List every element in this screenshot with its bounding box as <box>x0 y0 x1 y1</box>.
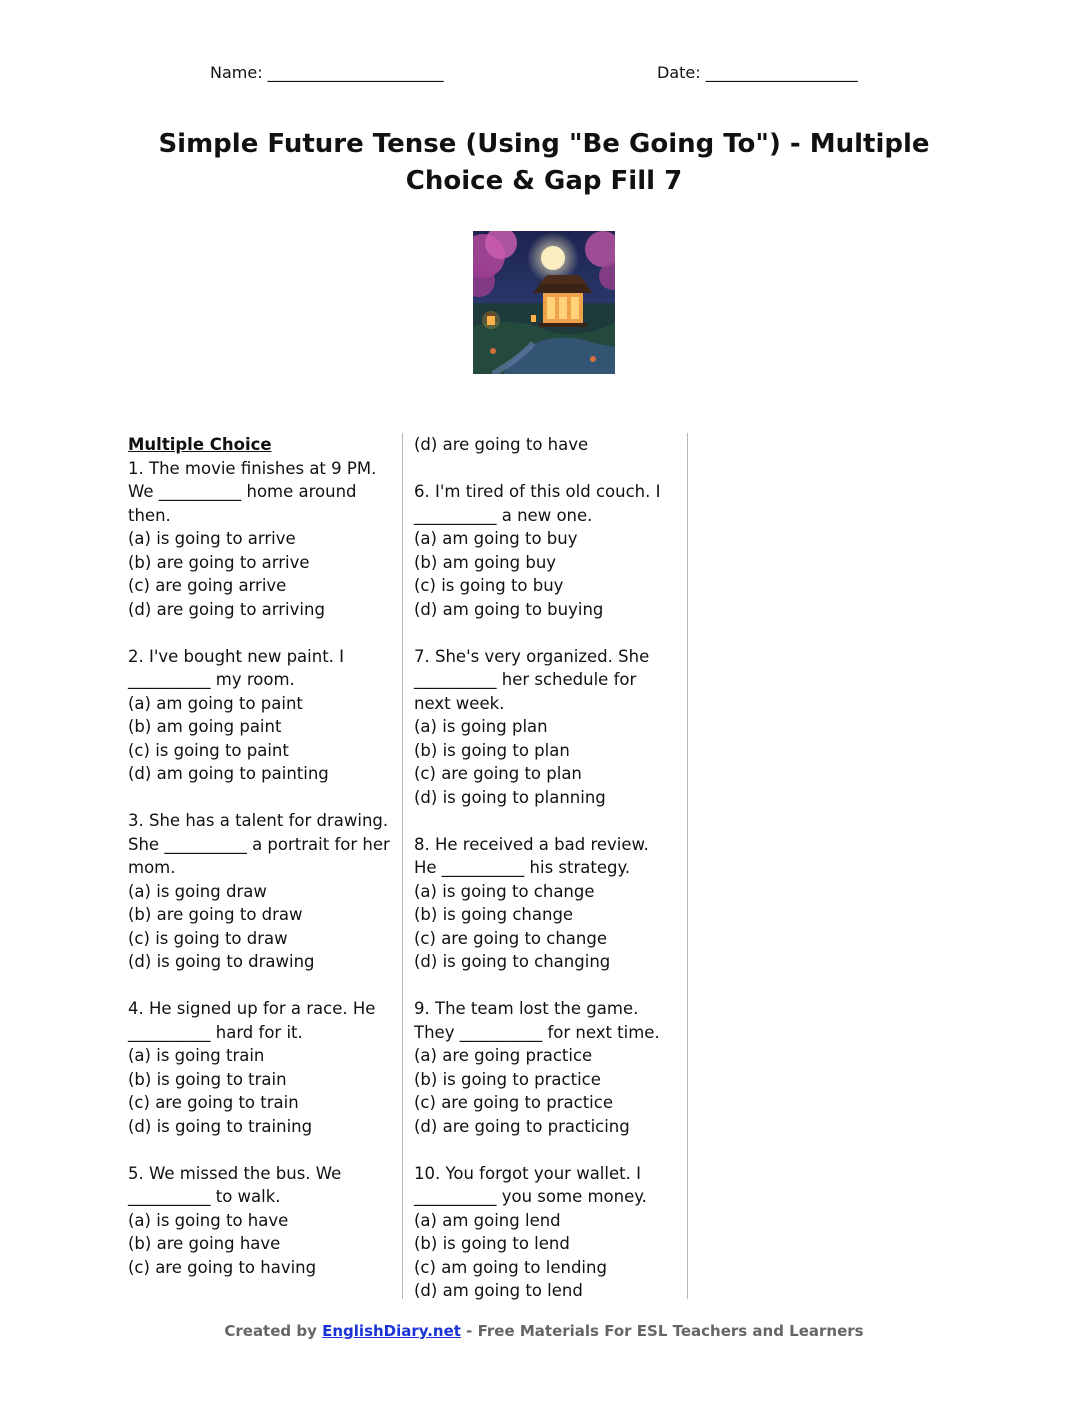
option-c[interactable]: (c) are going arrive <box>128 576 287 595</box>
option-b[interactable]: (b) am going buy <box>414 552 557 572</box>
option-a[interactable]: (a) am going to buy <box>414 529 578 548</box>
option-c[interactable]: (c) are going to plan <box>414 764 582 783</box>
question-1 <box>128 457 394 622</box>
question-text: 2. I've bought new paint. I __________ my room. <box>128 646 345 689</box>
question-text: 6. I'm tired of this old couch. I __________ a new one. <box>414 482 661 525</box>
night-pagoda-illustration <box>473 231 615 374</box>
question-text: 4. He signed up for a race. He __________ hard for it. <box>128 999 376 1042</box>
name-field[interactable]: Name: ______________________ <box>210 63 444 82</box>
option-c[interactable]: (c) is going to paint <box>128 740 289 760</box>
question-5-continued <box>414 433 676 457</box>
date-field[interactable]: Date: ___________________ <box>657 63 858 82</box>
option-b[interactable]: (b) is going to lend <box>414 1234 570 1253</box>
option-d[interactable]: (d) is going to changing <box>414 952 611 971</box>
englishdiary-link[interactable]: EnglishDiary.net <box>322 1322 461 1340</box>
question-10 <box>414 1162 676 1303</box>
footer <box>0 1322 1088 1340</box>
option-a[interactable]: (a) is going to change <box>414 881 595 901</box>
option-c[interactable]: (c) are going to practice <box>414 1093 613 1112</box>
column-divider-right <box>687 433 688 1299</box>
option-b[interactable]: (b) is going to train <box>128 1069 287 1089</box>
option-c[interactable]: (c) are going to having <box>128 1257 317 1277</box>
question-text: 3. She has a talent for drawing. She __________ a portrait for her mom. <box>128 811 390 877</box>
option-b[interactable]: (b) is going change <box>414 905 574 924</box>
question-6 <box>414 480 676 621</box>
option-d[interactable]: (d) am going to lend <box>414 1281 583 1300</box>
option-a[interactable]: (a) are going practice <box>414 1046 593 1065</box>
option-a[interactable]: (a) is going draw <box>128 881 267 901</box>
question-7 <box>414 645 676 810</box>
option-d[interactable]: (d) are going to have <box>414 435 589 454</box>
option-b[interactable]: (b) is going to plan <box>414 740 570 760</box>
option-c[interactable]: (c) are going to change <box>414 928 607 948</box>
option-c[interactable]: (c) is going to buy <box>414 576 564 595</box>
option-a[interactable]: (a) is going to arrive <box>128 529 296 548</box>
option-a[interactable]: (a) is going train <box>128 1046 265 1065</box>
footer-suffix: - Free Materials For ESL Teachers and Learners <box>466 1322 864 1340</box>
option-d[interactable]: (d) are going to practicing <box>414 1116 630 1136</box>
option-a[interactable]: (a) am going to paint <box>128 693 303 713</box>
option-d[interactable]: (d) am going to buying <box>414 599 604 619</box>
column-divider-left <box>402 433 403 1299</box>
option-d[interactable]: (d) are going to arriving <box>128 599 325 619</box>
option-a[interactable]: (a) is going plan <box>414 717 548 736</box>
question-4 <box>128 997 394 1138</box>
question-text: 5. We missed the bus. We __________ to walk. <box>128 1163 342 1206</box>
question-text: 9. The team lost the game. They __________ for next time. <box>414 999 660 1042</box>
option-b[interactable]: (b) are going to arrive <box>128 552 310 572</box>
question-2 <box>128 645 394 786</box>
option-c[interactable]: (c) are going to train <box>128 1093 299 1112</box>
option-d[interactable]: (d) am going to painting <box>128 764 329 783</box>
option-a[interactable]: (a) is going to have <box>128 1210 289 1230</box>
question-8 <box>414 833 676 974</box>
option-a[interactable]: (a) am going lend <box>414 1210 561 1230</box>
footer-prefix: Created by <box>224 1322 317 1340</box>
right-column <box>414 433 676 1326</box>
option-b[interactable]: (b) am going paint <box>128 717 282 736</box>
question-3 <box>128 809 394 974</box>
option-d[interactable]: (d) is going to planning <box>414 787 606 807</box>
question-text: 10. You forgot your wallet. I __________ you some money. <box>414 1163 647 1206</box>
option-d[interactable]: (d) is going to training <box>128 1116 313 1136</box>
section-heading: Multiple Choice <box>128 435 272 454</box>
option-b[interactable]: (b) is going to practice <box>414 1069 601 1089</box>
option-b[interactable]: (b) are going to draw <box>128 905 303 924</box>
option-b[interactable]: (b) are going have <box>128 1234 281 1253</box>
question-text: 8. He received a bad review. He __________ his strategy. <box>414 834 649 877</box>
option-c[interactable]: (c) am going to lending <box>414 1257 607 1277</box>
left-column <box>128 433 394 1303</box>
question-9 <box>414 997 676 1138</box>
worksheet-title: Simple Future Tense (Using "Be Going To") - Multiple Choice & Gap Fill 7 <box>158 129 930 196</box>
question-text: 7. She's very organized. She __________ her schedule for next week. <box>414 646 650 713</box>
header-row <box>0 63 1088 87</box>
option-c[interactable]: (c) is going to draw <box>128 928 288 948</box>
option-d[interactable]: (d) is going to drawing <box>128 952 315 971</box>
question-5 <box>128 1162 394 1280</box>
question-text: 1. The movie finishes at 9 PM. We __________ home around then. <box>128 458 377 525</box>
